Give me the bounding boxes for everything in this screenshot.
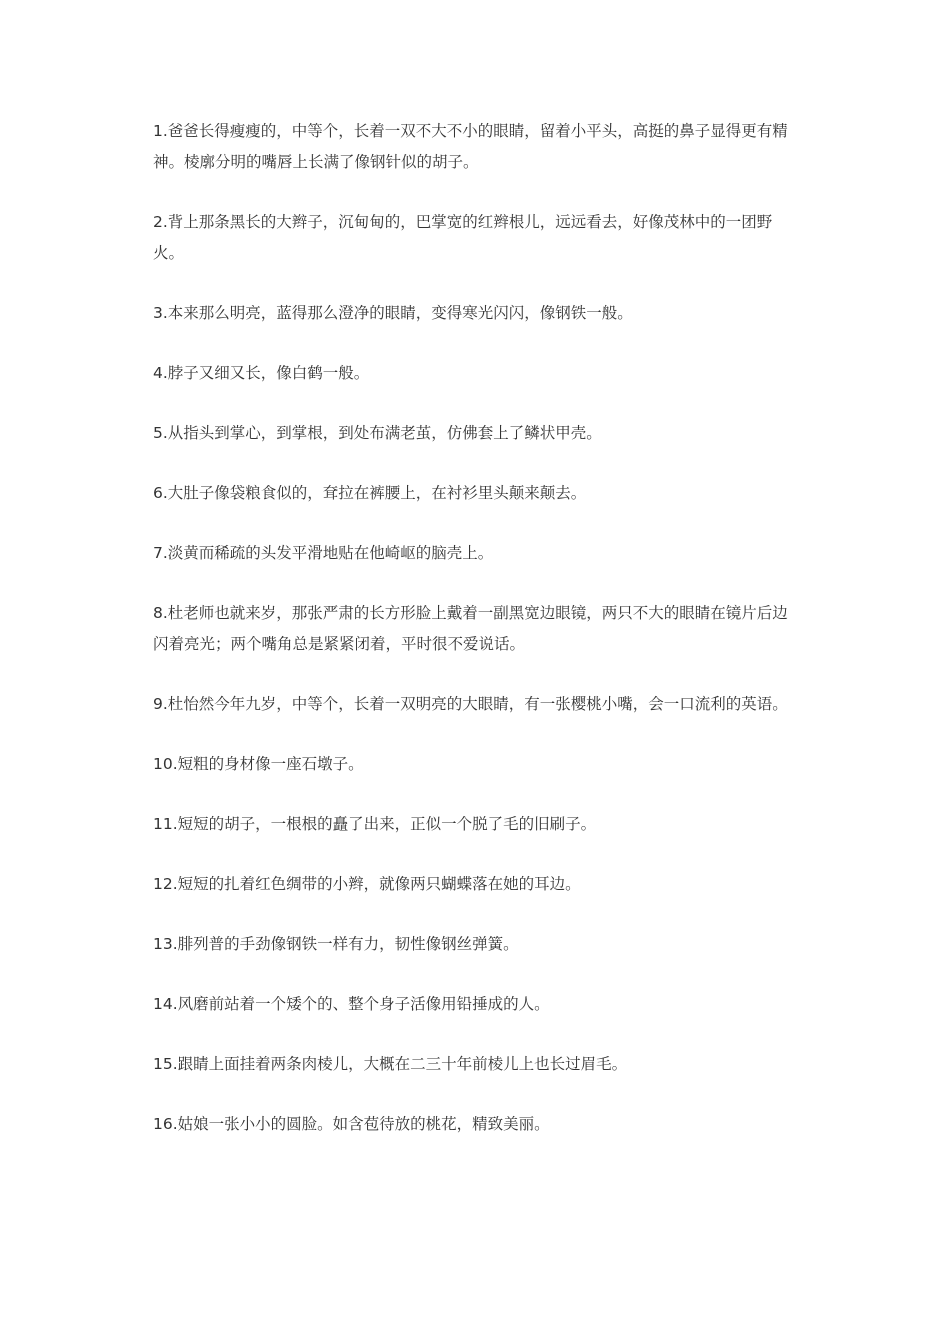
paragraph-9: 9.杜怡然今年九岁，中等个，长着一双明亮的大眼睛，有一张樱桃小嘴，会一口流利的英语。 xyxy=(153,695,788,713)
paragraph-6: 6.大肚子像袋粮食似的，耷拉在裤腰上，在衬衫里头颠来颠去。 xyxy=(153,484,587,502)
paragraph-7: 7.淡黄而稀疏的头发平滑地贴在他崎岖的脑壳上。 xyxy=(153,544,494,562)
paragraph-4: 4.脖子又细又长，像白鹤一般。 xyxy=(153,364,370,382)
paragraph-14: 14.风磨前站着一个矮个的、整个身子活像用铅捶成的人。 xyxy=(153,995,550,1013)
document-body xyxy=(153,116,793,1169)
paragraph-2: 2.背上那条黑长的大辫子，沉甸甸的，巴掌宽的红辫根儿，远远看去，好像茂林中的一团野火。 xyxy=(153,213,773,262)
paragraph-8: 8.杜老师也就来岁，那张严肃的长方形脸上戴着一副黑宽边眼镜，两只不大的眼睛在镜片后边闪着亮光；两个嘴角总是紧紧闭着，平时很不爱说话。 xyxy=(153,604,788,653)
paragraph-15: 15.跟睛上面挂着两条肉棱儿，大概在二三十年前棱儿上也长过眉毛。 xyxy=(153,1055,628,1073)
paragraph-5: 5.从指头到掌心，到掌根，到处布满老茧，仿佛套上了鳞状甲壳。 xyxy=(153,424,602,442)
paragraph-16: 16.姑娘一张小小的圆脸。如含苞待放的桃花，精致美丽。 xyxy=(153,1115,550,1133)
paragraph-1: 1.爸爸长得瘦瘦的，中等个，长着一双不大不小的眼睛，留着小平头，高挺的鼻子显得更有精神。棱廓分明的嘴唇上长满了像钢针似的胡子。 xyxy=(153,122,788,171)
paragraph-10: 10.短粗的身材像一座石墩子。 xyxy=(153,755,364,773)
paragraph-13: 13.腓列普的手劲像钢铁一样有力，韧性像钢丝弹簧。 xyxy=(153,935,519,953)
paragraph-11: 11.短短的胡子，一根根的矗了出来，正似一个脱了毛的旧刷子。 xyxy=(153,815,597,833)
paragraph-3: 3.本来那么明亮，蓝得那么澄净的眼睛，变得寒光闪闪，像钢铁一般。 xyxy=(153,304,633,322)
paragraph-12: 12.短短的扎着红色绸带的小辫，就像两只蝴蝶落在她的耳边。 xyxy=(153,875,581,893)
